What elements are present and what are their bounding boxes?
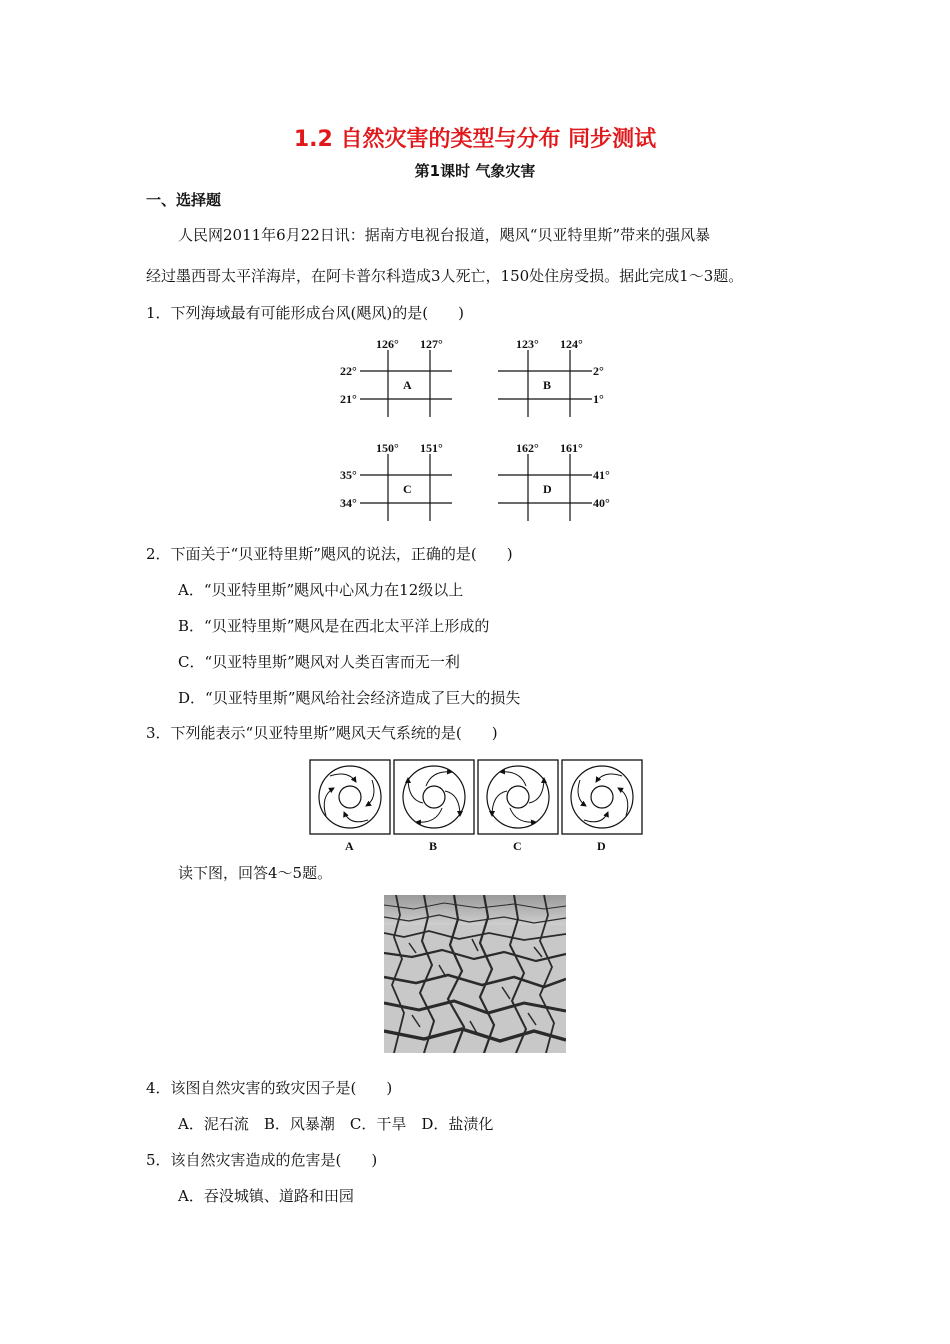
- intro-line-2: 经过墨西哥太平洋海岸，在阿卡普尔科造成3人死亡，150处住房受损。据此完成1～3题。: [146, 267, 744, 285]
- question-2-option-a: A．“贝亚特里斯”飓风中心风力在12级以上: [178, 581, 464, 599]
- grid-d: [498, 441, 610, 521]
- read-figure-instruction: 读下图，回答4～5题。: [178, 864, 333, 882]
- grid-c-lat-2: 34°: [340, 496, 357, 510]
- grid-a-label: A: [403, 378, 412, 392]
- page-subtitle: 第1课时 气象灾害: [414, 162, 536, 180]
- cyclone-label-d: D: [597, 839, 606, 853]
- grid-b-label: B: [543, 378, 552, 392]
- grid-c-lon-1: 150°: [376, 441, 399, 455]
- cyclone-label-c: C: [513, 839, 522, 853]
- grid-b: [498, 337, 604, 417]
- question-2-option-b: B．“贝亚特里斯”飓风是在西北太平洋上形成的: [178, 617, 490, 635]
- cyclone-diagram-d: [562, 760, 642, 834]
- cyclone-diagram-b: [394, 760, 474, 834]
- grid-a: [340, 337, 452, 417]
- question-2-stem: 2．下面关于“贝亚特里斯”飓风的说法，正确的是( ): [146, 545, 513, 563]
- grid-a-lat-2: 21°: [340, 392, 357, 406]
- question-1-stem: 1．下列海域最有可能形成台风(飓风)的是( ): [146, 304, 464, 322]
- grid-c: [340, 441, 452, 521]
- question-4-options: A．泥石流 B．风暴潮 C．干旱 D．盐渍化: [178, 1115, 494, 1133]
- question-2-option-d: D．“贝亚特里斯”飓风给社会经济造成了巨大的损失: [178, 689, 521, 707]
- question-2-option-c: C．“贝亚特里斯”飓风对人类百害而无一利: [178, 653, 460, 671]
- cyclone-label-a: A: [345, 839, 354, 853]
- grid-c-lon-2: 151°: [420, 441, 443, 455]
- cyclone-diagram-a: [310, 760, 390, 834]
- grid-d-label: D: [543, 482, 552, 496]
- grid-d-lon-1: 162°: [516, 441, 539, 455]
- grid-d-lat-1: 41°: [593, 468, 610, 482]
- grid-a-lon-1: 126°: [376, 337, 399, 351]
- lat-long-grid-figure: [330, 332, 620, 524]
- grid-a-lat-1: 22°: [340, 364, 357, 378]
- question-5-stem: 5．该自然灾害造成的危害是( ): [146, 1151, 378, 1169]
- question-3-stem: 3．下列能表示“贝亚特里斯”飓风天气系统的是( ): [146, 724, 498, 742]
- section-heading: 一、选择题: [146, 191, 222, 209]
- grid-b-lat-2: 1°: [593, 392, 604, 406]
- question-4-stem: 4．该图自然灾害的致灾因子是( ): [146, 1079, 393, 1097]
- grid-c-lat-1: 35°: [340, 468, 357, 482]
- grid-b-lon-1: 123°: [516, 337, 539, 351]
- grid-b-lon-2: 124°: [560, 337, 583, 351]
- grid-c-label: C: [403, 482, 412, 496]
- page-title: 1.2 自然灾害的类型与分布 同步测试: [293, 127, 657, 152]
- cyclone-diagrams-figure: [308, 758, 644, 854]
- grid-a-lon-2: 127°: [420, 337, 443, 351]
- question-5-option-a: A．吞没城镇、道路和田园: [178, 1187, 354, 1205]
- cyclone-label-b: B: [429, 839, 438, 853]
- grid-b-lat-1: 2°: [593, 364, 604, 378]
- grid-d-lat-2: 40°: [593, 496, 610, 510]
- drought-cracked-earth-photo: [384, 895, 566, 1053]
- cyclone-diagram-c: [478, 760, 558, 834]
- grid-d-lon-2: 161°: [560, 441, 583, 455]
- intro-line-1: 人民网2011年6月22日讯：据南方电视台报道，飓风“贝亚特里斯”带来的强风暴: [178, 226, 711, 244]
